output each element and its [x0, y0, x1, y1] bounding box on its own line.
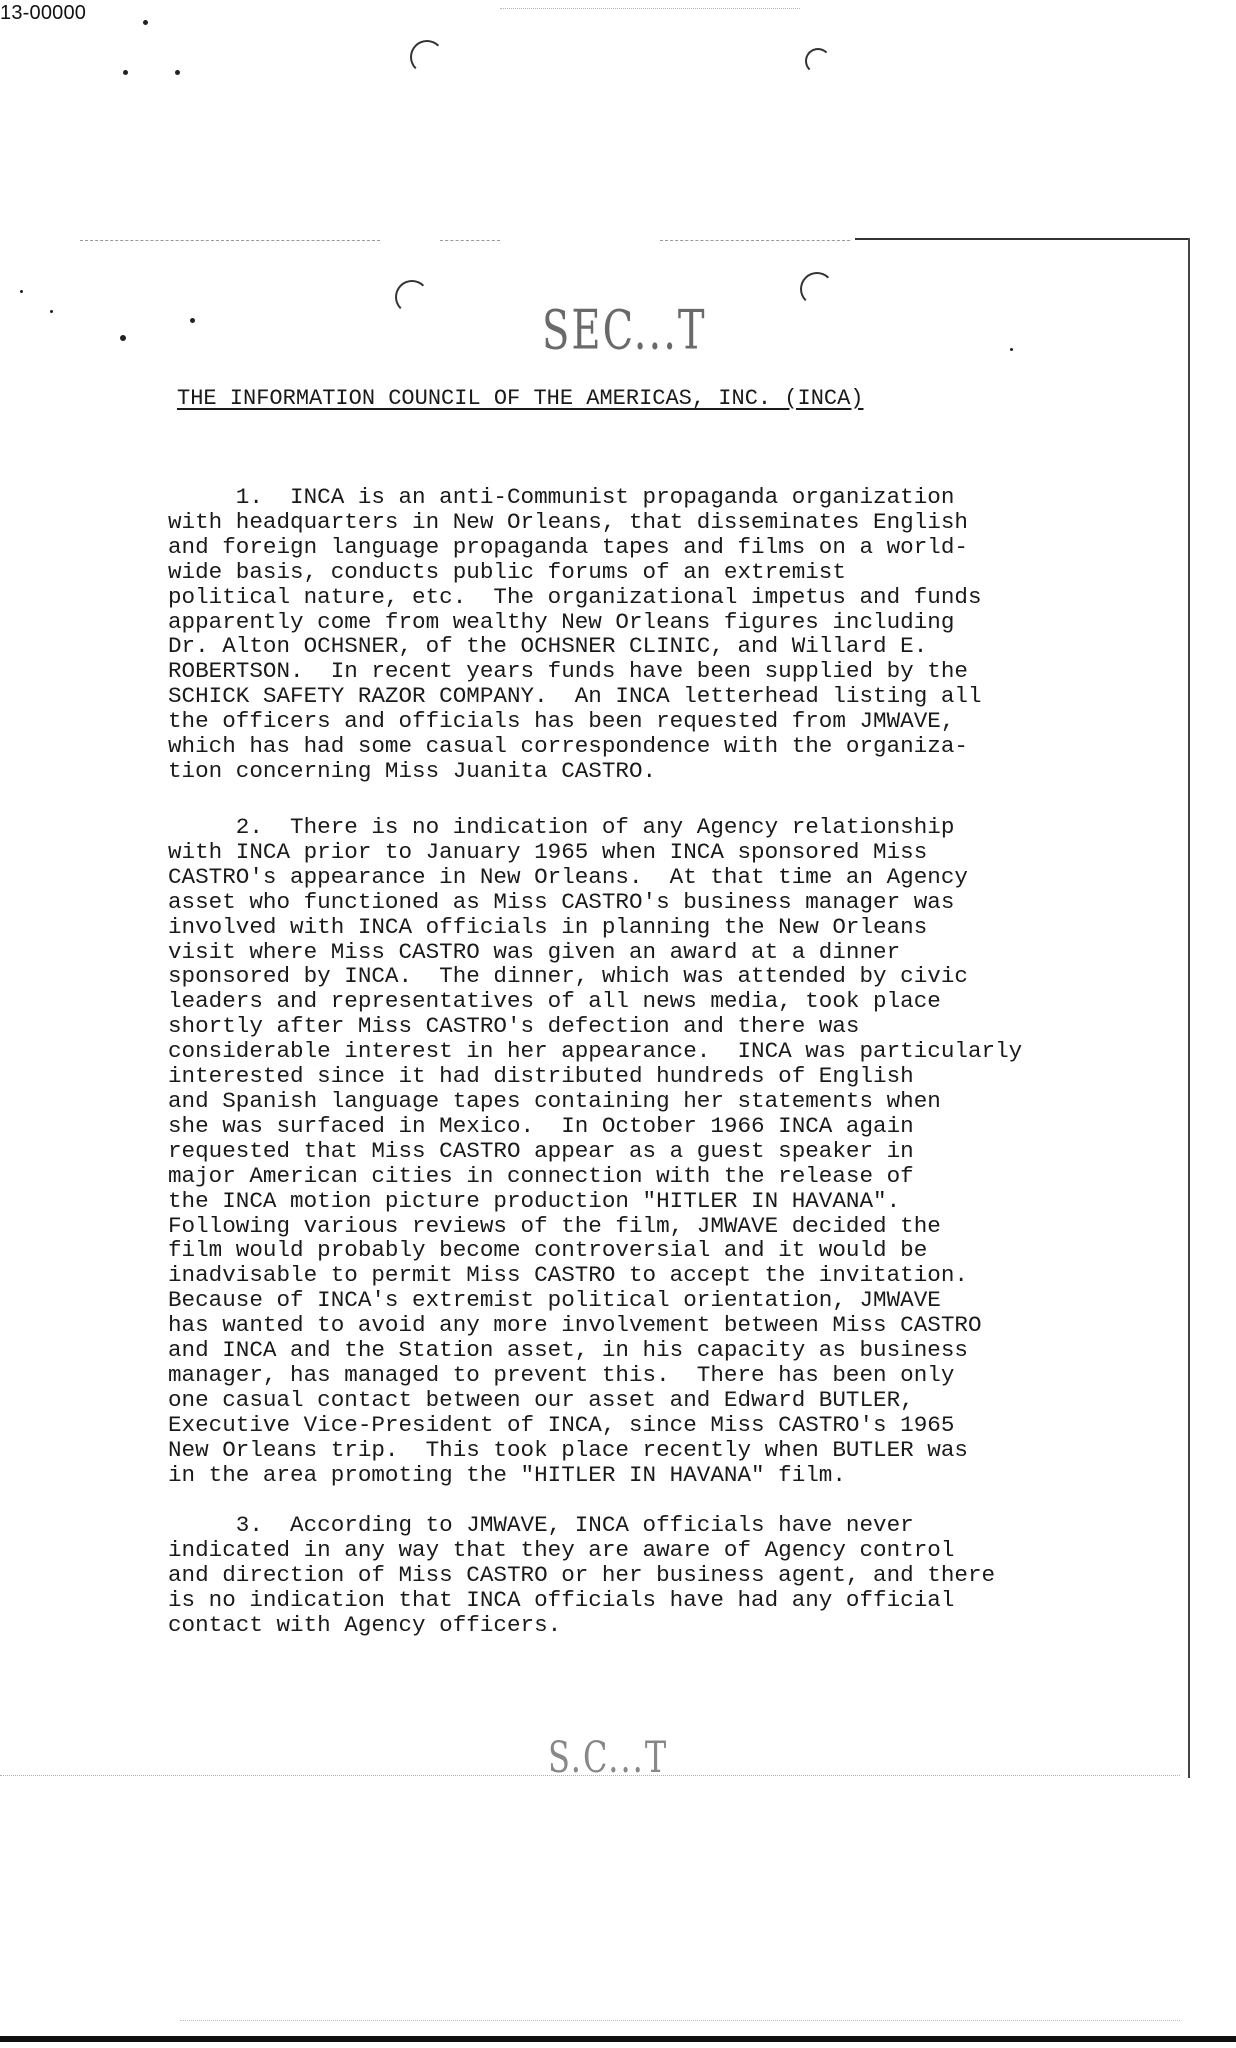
- scan-speck: [190, 318, 195, 323]
- scan-mark: [395, 280, 429, 314]
- frame-top-border: [855, 238, 1190, 240]
- scan-speck: [1010, 348, 1013, 351]
- scan-noise-line: [0, 1775, 1180, 1777]
- paragraph-3: 3. According to JMWAVE, INCA officials have never indicated in any way that they are aware of Agency control and direction of Miss CASTRO or her business agent, and there is no indication that INCA officials have had any official contact with Agency officers.: [168, 1512, 996, 1638]
- scan-speck: [175, 70, 180, 75]
- scan-speck: [120, 335, 126, 341]
- document-id: 13-00000: [0, 2, 87, 24]
- scan-noise-line: [80, 240, 380, 242]
- classification-marking-top: SEC...T: [542, 299, 707, 363]
- scan-noise-line: [180, 2020, 1180, 2022]
- scan-speck: [123, 70, 128, 75]
- scan-mark: [410, 40, 444, 74]
- scan-mark: [800, 272, 834, 306]
- scan-speck: [20, 290, 23, 293]
- page-bottom-edge: [0, 2036, 1236, 2042]
- frame-right-border: [1188, 238, 1190, 1778]
- paragraph-1: 1. INCA is an anti-Communist propaganda organization with headquarters in New Orleans, that disseminates English and foreign language propaganda tapes and films on a world- wide basis, conducts public forums of an extremist political nature, etc. The organizational impetus and funds apparently come from wealthy New Orleans figures including Dr. Alton OCHSNER, of the OCHSNER CLINIC, and Willard E. ROBERTSON. In recent years funds have been supplied by the SCHICK SAFETY RAZOR COMPANY. An INCA letterhead listing all the officers and officials has been requested from JMWAVE, which has had some casual correspondence with the organiza- tion concerning Miss Juanita CASTRO.: [168, 484, 982, 784]
- paragraph-2: 2. There is no indication of any Agency relationship with INCA prior to January 1965 when INCA sponsored Miss CASTRO's appearance in New Orleans. At that time an Agency asset who functioned as Miss CASTRO's business manager was involved with INCA officials in planning the New Orleans visit where Miss CASTRO was given an award at a dinner sponsored by INCA. The dinner, which was attended by civic leaders and representatives of all news media, took place shortly after Miss CASTRO's defection and there was considerable interest in her appearance. INCA was particularly interested since it had distributed hundreds of English and Spanish language tapes containing her statements when she was surfaced in Mexico. In October 1966 INCA again requested that Miss CASTRO appear as a guest speaker in major American cities in connection with the release of the INCA motion picture production "HITLER IN HAVANA". Following various reviews of the film, JMWAVE decided the film would probably become controversial and it would be inadvisable to permit Miss CASTRO to accept the invitation. Because of INCA's extremist political orientation, JMWAVE has wanted to avoid any more involvement between Miss CASTRO and INCA and the Station asset, in his capacity as business manager, has managed to prevent this. There has been only one casual contact between our asset and Edward BUTLER, Executive Vice-President of INCA, since Miss CASTRO's 1965 New Orleans trip. This took place recently when BUTLER was in the area promoting the "HITLER IN HAVANA" film.: [168, 814, 1023, 1488]
- scan-speck: [50, 310, 53, 313]
- document-title: THE INFORMATION COUNCIL OF THE AMERICAS, INC. (INCA): [177, 386, 864, 411]
- scan-speck: [143, 20, 148, 25]
- scan-noise-line: [500, 8, 800, 10]
- scan-noise-line: [660, 240, 850, 242]
- scan-mark: [805, 48, 831, 74]
- classification-marking-bottom: S.C...T: [548, 1731, 669, 1783]
- scan-noise-line: [440, 240, 500, 242]
